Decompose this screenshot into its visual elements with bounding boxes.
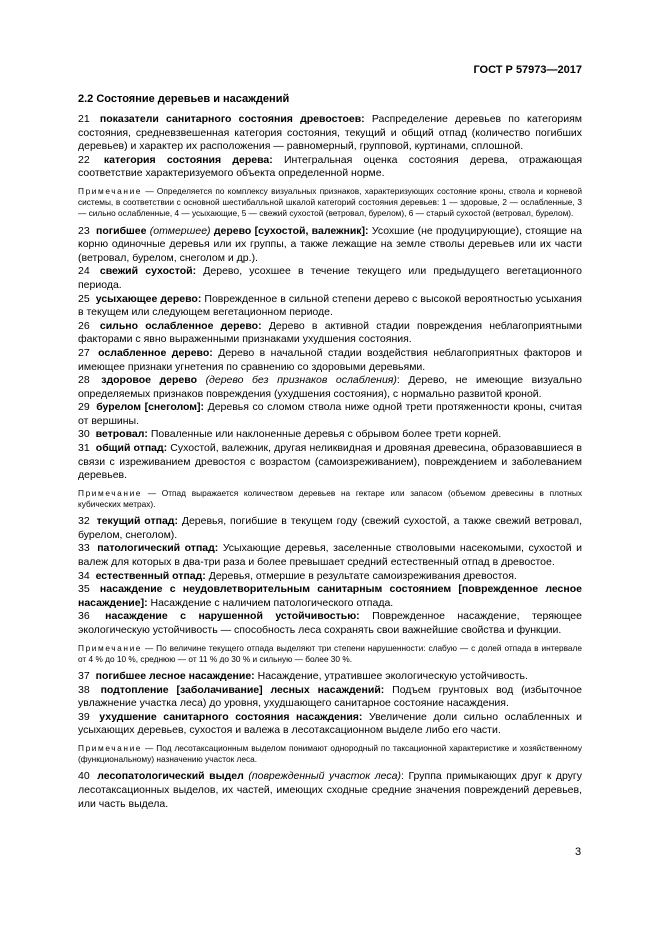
term-name: текущий отпад: — [96, 515, 178, 528]
term-name: здоровое дерево — [101, 374, 197, 387]
term-synonym: (дерево без признаков ослабления) — [205, 374, 397, 387]
term-entry — [78, 225, 582, 266]
term-number: 37 — [78, 670, 90, 683]
note-label: Примечание — [78, 185, 143, 196]
term-number: 35 — [78, 583, 90, 596]
term-number: 28 — [78, 374, 90, 387]
term-definition: Деревья, погибшие в текущем году (свежий сухостой, а также свежий ветровал, бурелом, снеголом). — [78, 515, 583, 541]
term-entry — [78, 670, 582, 684]
note — [78, 186, 582, 220]
term-definition: Поваленные или наклоненные деревья с обрывом более трети корней. — [150, 428, 502, 441]
note-text: — Отпад выражается количеством деревьев на гектаре или запасом (объемом древесины в плотных кубических метрах). — [78, 487, 582, 510]
term-definition: Дерево в активной стадии повреждения неблагоприятными факторами с явно выраженными признаками ухудшения состояния. — [78, 319, 583, 346]
note-text: — Под лесотаксационным выделом понимают однородный по таксационной характеристике и хозяйственному (функциональному) назначению участок леса. — [78, 742, 582, 765]
term-definition: Дерево в начальной стадии воздействия неблагоприятных факторов и имеющее признаки угнетения по сравнению со здоровыми деревьями. — [78, 346, 583, 373]
term-number: 25 — [78, 292, 90, 305]
term-definition: Интегральная оценка состояния дерева, отражающая соответствие характеризуемого объекта определенной норме. — [78, 153, 583, 180]
term-definition: Дерево, усохшее в течение текущего или предыдущего вегетационного периода. — [78, 265, 583, 291]
term-name: категория состояния дерева: — [103, 153, 273, 166]
term-name: патологический отпад: — [97, 542, 219, 555]
term-number: 32 — [78, 515, 90, 528]
term-entry — [78, 428, 582, 442]
term-entry — [78, 401, 582, 428]
term-definition: : Дерево, не имеющие визуально определяемых признаков повреждения (ухудшения состояния), с нормально развитой кроной. — [78, 374, 583, 400]
term-name: усыхающее дерево: — [95, 292, 202, 305]
term-entry — [78, 374, 582, 401]
note — [78, 488, 582, 510]
section-title: 2.2 Состояние деревьев и насаждений — [78, 93, 290, 105]
term-entry — [78, 265, 582, 292]
term-synonym: (отмершее) — [149, 224, 211, 237]
term-entry — [78, 583, 582, 610]
term-entry — [78, 770, 582, 811]
term-name: подтопление [заболачивание] лесных насаждений: — [100, 683, 385, 696]
term-entry — [78, 684, 582, 711]
term-name: ослабленное дерево: — [98, 346, 213, 359]
note-text: — Определяется по комплексу визуальных признаков, характеризующих состояние кроны, ствола и корневой системы, в соответствии с основной шестибалльной шкалой категорий состояния деревьев: 1 — здоровые, 2 — ослабленные, 3 — сильно ослабленные, 4 — усыхающие, 5 — свежий сухостой (ветровал, бурелом), 6 — старый сухостой (ветровал, бурелом). — [78, 185, 582, 219]
term-name: естественный отпад: — [95, 569, 206, 582]
standard-number: ГОСТ Р 57973—2017 — [473, 64, 582, 76]
term-name: показатели санитарного состояния древостоев: — [99, 113, 365, 125]
term-number: 39 — [78, 710, 90, 723]
term-name: погибшее лесное насаждение: — [95, 670, 255, 683]
terms-list — [78, 113, 582, 811]
term-number: 26 — [78, 319, 90, 332]
term-entry — [78, 711, 582, 738]
term-number: 40 — [78, 770, 90, 783]
term-name: ветровал: — [95, 428, 148, 441]
term-name-continued: дерево [сухостой, валежник]: — [213, 224, 369, 237]
term-entry — [78, 570, 582, 584]
term-definition: Насаждение, утратившее экологическую устойчивость. — [257, 670, 528, 683]
note-label: Примечание — [78, 742, 143, 753]
term-entry — [78, 113, 582, 154]
note-label: Примечание — [78, 642, 143, 653]
note — [78, 643, 582, 665]
term-number: 29 — [78, 401, 90, 414]
term-definition: Деревья со сломом ствола ниже одной трети протяженности кроны, считая от вершины. — [78, 401, 583, 427]
term-name: ухудшение санитарного состояния насаждения: — [99, 710, 363, 723]
term-number: 31 — [78, 442, 90, 455]
term-name: лесопатологический выдел — [97, 770, 244, 783]
term-definition: Сухостой, валежник, другая неликвидная и дровяная древесина, образовавшиеся в связи с изреживанием древостоя с возрастом (самоизреживанием), повреждением и заболеванием деревьев. — [78, 442, 583, 482]
term-name: насаждение с нарушенной устойчивостью: — [105, 610, 360, 623]
note-text: — По величине текущего отпада выделяют три степени нарушенности: слабую — с долей отпада в интервале от 4 % до 10 %, среднюю — от 11 % до 30 % и сильную — более 30 %. — [78, 642, 582, 664]
term-definition: Поврежденное насаждение, теряющее экологическую устойчивость — способность леса сохранять свои важнейшие свойства и функции. — [78, 610, 582, 637]
term-definition: Увеличение доли сильно ослабленных и усыхающих деревьев, сухостоя и валежа в лесотаксационном выделе либо его части. — [78, 710, 582, 737]
term-entry — [78, 610, 582, 637]
term-number: 34 — [78, 569, 90, 582]
term-name: погибшее — [95, 224, 147, 237]
term-entry — [78, 347, 582, 374]
term-number: 33 — [78, 542, 90, 555]
note-label: Примечание — [78, 487, 143, 498]
term-entry — [78, 542, 582, 569]
term-definition: Подъем грунтовых вод (избыточное увлажнение участка леса) до уровня, ухудшающего санитарное состояние насаждения. — [78, 683, 583, 710]
term-entry — [78, 320, 582, 347]
term-number: 23 — [78, 224, 90, 237]
term-number: 24 — [78, 265, 90, 278]
term-definition: Распределение деревьев по категориям состояния, средневзвешенная категория состояния, текущий и общий отпад (количество погибших деревьев) и характер их расположения — равномерный, групповой, куртинами, сплошной. — [78, 113, 583, 153]
term-number: 38 — [78, 683, 90, 696]
term-number: 30 — [78, 428, 90, 441]
term-entry — [78, 154, 582, 181]
term-entry — [78, 442, 582, 483]
term-number: 22 — [78, 153, 90, 166]
term-definition: Деревья, отмершие в результате самоизреживания древостоя. — [208, 569, 517, 582]
term-name: сильно ослабленное дерево: — [99, 319, 262, 332]
term-name: общий отпад: — [95, 442, 168, 455]
term-entry — [78, 293, 582, 320]
term-name: бурелом [снеголом]: — [96, 401, 205, 414]
term-name: насаждение с неудовлетворительным санитарным состоянием [поврежденное лесное насаждение]: — [78, 583, 582, 609]
term-definition: : Группа примыкающих друг к другу лесотаксационных выделов, их частей, имеющих сходные средние значения повреждений деревьев, или часть выдела. — [78, 770, 583, 810]
page-number: 3 — [575, 846, 582, 858]
term-entry — [78, 515, 582, 542]
term-definition: Насаждение с наличием патологического отпада. — [150, 596, 394, 609]
term-number: 27 — [78, 346, 90, 359]
term-definition: Усохшие (не продуцирующие), стоящие на корню одиночные деревья или их группы, а также лежащие на земле стволы деревьев или их части (ветровал, бурелом, снеголом и др.). — [78, 224, 583, 264]
term-number: 21 — [78, 113, 90, 125]
term-definition: Усыхающие деревья, заселенные стволовыми насекомыми, сухостой и валеж для которых в два-три раза и более превышает средний естественный отпад в древостое. — [78, 542, 583, 569]
term-name: свежий сухостой: — [99, 265, 197, 278]
term-definition: Поврежденное в сильной степени дерево с высокой вероятностью усыхания в текущем или следующем вегетационном периоде. — [78, 292, 582, 319]
term-number: 36 — [78, 610, 90, 623]
note — [78, 743, 582, 765]
term-synonym: (поврежденный участок леса) — [248, 770, 401, 783]
